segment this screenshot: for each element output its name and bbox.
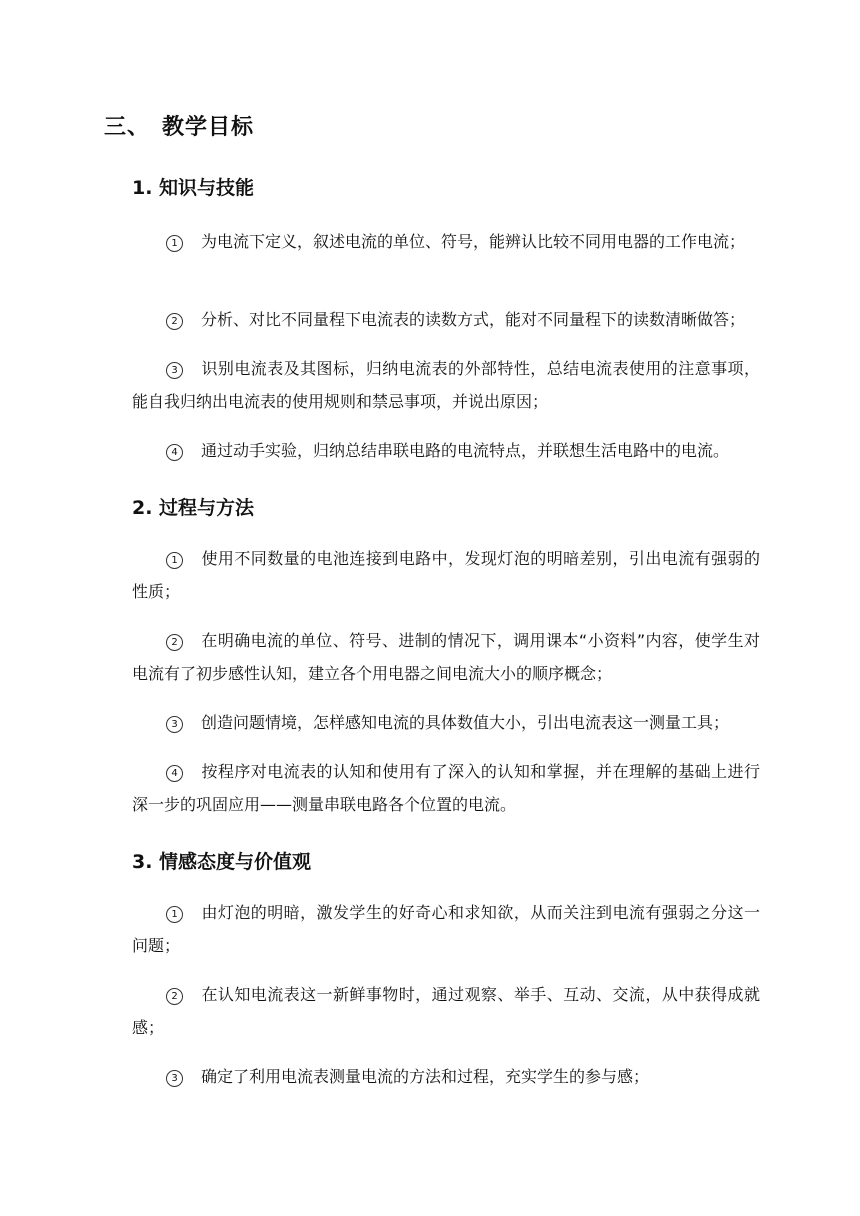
item-marker: 3 [166, 716, 183, 733]
item-text: 由灯泡的明暗，激发学生的好奇心和求知欲，从而关注到电流有强弱之分这一问题； [132, 903, 760, 955]
item-marker: 2 [166, 313, 183, 330]
item-text: 分析、对比不同量程下电流表的读数方式，能对不同量程下的读数清晰做答； [201, 310, 746, 329]
item-text: 在明确电流的单位、符号、进制的情况下，调用课本“小资料”内容，使学生对电流有了初步感性认知，建立各个用电器之间电流大小的顺序概念； [132, 631, 760, 683]
list-item [132, 706, 760, 739]
item-text: 创造问题情境，怎样感知电流的具体数值大小，引出电流表这一测量工具； [201, 713, 730, 732]
list-item [132, 1060, 760, 1093]
item-text: 在认知电流表这一新鲜事物时，通过观察、举手、互动、交流，从中获得成就感； [132, 985, 760, 1037]
section-title-attitude: 3. 情感态度与价值观 [132, 851, 312, 873]
heading-text: 教学目标 [162, 115, 255, 140]
list-item [132, 624, 760, 690]
item-marker: 1 [166, 552, 183, 569]
item-marker: 2 [166, 634, 183, 651]
list-item [132, 352, 760, 418]
item-marker: 4 [166, 444, 183, 461]
item-marker: 2 [166, 988, 183, 1005]
item-text: 识别电流表及其图标，归纳电流表的外部特性，总结电流表使用的注意事项，能自我归纳出电流表的使用规则和禁忌事项，并说出原因； [132, 359, 760, 411]
item-text: 为电流下定义，叙述电流的单位、符号，能辨认比较不同用电器的工作电流； [201, 232, 746, 251]
item-text: 通过动手实验，归纳总结串联电路的电流特点，并联想生活电路中的电流。 [201, 441, 730, 460]
list-item [132, 542, 760, 608]
item-marker: 1 [166, 906, 183, 923]
section-title-knowledge: 1. 知识与技能 [132, 177, 255, 199]
list-item [132, 225, 760, 258]
section-title-process: 2. 过程与方法 [132, 497, 255, 519]
item-marker: 4 [166, 765, 183, 782]
list-item [132, 755, 760, 821]
page-heading [104, 110, 254, 141]
item-text: 确定了利用电流表测量电流的方法和过程，充实学生的参与感； [201, 1067, 650, 1086]
item-marker: 1 [166, 235, 183, 252]
list-item [132, 434, 760, 467]
list-item [132, 978, 760, 1044]
list-item [132, 896, 760, 962]
item-text: 使用不同数量的电池连接到电路中，发现灯泡的明暗差别，引出电流有强弱的性质； [132, 549, 760, 601]
heading-number: 三、 [104, 115, 151, 140]
item-marker: 3 [166, 362, 183, 379]
item-marker: 3 [166, 1070, 183, 1087]
list-item [132, 303, 760, 336]
item-text: 按程序对电流表的认知和使用有了深入的认知和掌握，并在理解的基础上进行深一步的巩固应用——测量串联电路各个位置的电流。 [132, 762, 760, 814]
